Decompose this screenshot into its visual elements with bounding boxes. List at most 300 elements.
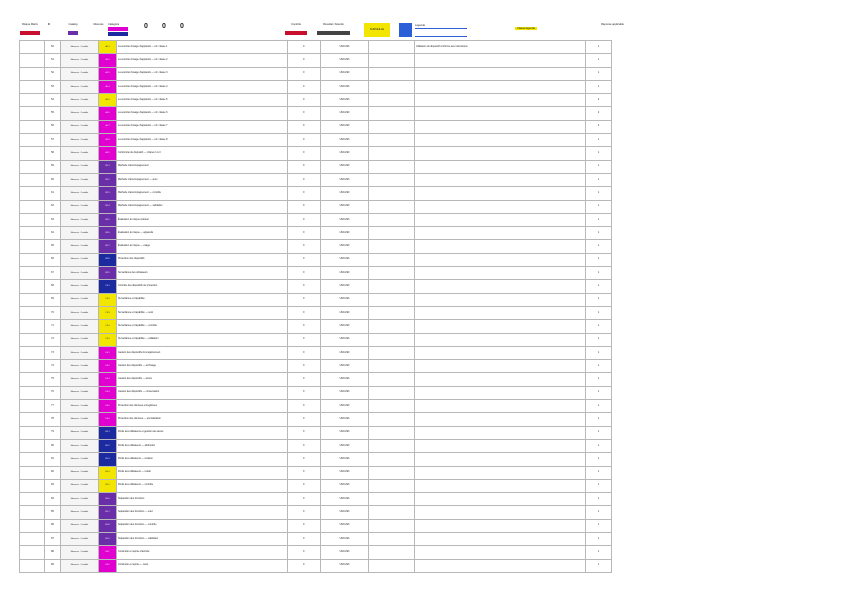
- row-description: La sécurité d'usage d'appareils — réf. classe 1: [117, 41, 288, 54]
- table-row[interactable]: [20, 54, 612, 67]
- row-tag: Menaces · Contrôle: [61, 386, 99, 399]
- row-priority-cell: [20, 80, 45, 93]
- header-desc: [108, 23, 276, 37]
- row-description: Gestion des dispositifs — conservation: [117, 386, 288, 399]
- row-description: Surveillance et traçabilité: [117, 293, 288, 306]
- row-description: Protection des données — journalisation: [117, 413, 288, 426]
- row-response: 1: [586, 173, 612, 186]
- header-c: [364, 23, 390, 37]
- row-tag: Menaces · Contrôle: [61, 267, 99, 280]
- row-tag: Menaces · Contrôle: [61, 320, 99, 333]
- row-response: 1: [586, 41, 612, 54]
- row-result: UNCLSD: [321, 147, 369, 160]
- row-result: UNCLSD: [321, 67, 369, 80]
- row-control: F: [288, 506, 321, 519]
- row-id: 84: [45, 493, 61, 506]
- row-control: F: [288, 453, 321, 466]
- row-description: Continuité et reprise d'activité: [117, 546, 288, 559]
- row-control: F: [288, 227, 321, 240]
- row-description: Évaluation du risque — usage: [117, 240, 288, 253]
- table-row[interactable]: [20, 360, 612, 373]
- table-row[interactable]: [20, 453, 612, 466]
- row-result: UNCLSD: [321, 107, 369, 120]
- table-row[interactable]: [20, 559, 612, 572]
- row-id: 77: [45, 400, 61, 413]
- row-response: 1: [586, 147, 612, 160]
- row-tag: Menaces · Contrôle: [61, 493, 99, 506]
- row-priority-cell: [20, 160, 45, 173]
- row-description: Contrôle des dispositifs de protection: [117, 280, 288, 293]
- row-control: F: [288, 400, 321, 413]
- row-description: Droits des utilisateurs — révision: [117, 453, 288, 466]
- table-row[interactable]: [20, 400, 612, 413]
- row-description: Surveillance et traçabilité — contrôle: [117, 320, 288, 333]
- table-row[interactable]: [20, 519, 612, 532]
- legend-lines: [415, 28, 467, 37]
- row-tag: Menaces · Contrôle: [61, 559, 99, 572]
- row-control: F: [288, 532, 321, 545]
- row-monitor: [369, 120, 415, 133]
- row-id: 72: [45, 333, 61, 346]
- row-note: [415, 280, 586, 293]
- row-monitor: [369, 240, 415, 253]
- table-row[interactable]: [20, 493, 612, 506]
- row-control: F: [288, 426, 321, 439]
- row-control: F: [288, 147, 321, 160]
- row-control: F: [288, 107, 321, 120]
- row-result: UNCLSD: [321, 532, 369, 545]
- legend-label: Légende: [415, 24, 426, 27]
- row-description: La sécurité d'usage d'appareils — réf. classe 6: [117, 107, 288, 120]
- table-row[interactable]: [20, 120, 612, 133]
- row-id: 86: [45, 519, 61, 532]
- row-priority-cell: [20, 173, 45, 186]
- row-note: [415, 67, 586, 80]
- row-result: UNCLSD: [321, 120, 369, 133]
- row-priority-cell: [20, 532, 45, 545]
- row-result: UNCLSD: [321, 400, 369, 413]
- row-id: 83: [45, 479, 61, 492]
- table-row[interactable]: [20, 386, 612, 399]
- row-id: 74: [45, 360, 61, 373]
- row-response: 1: [586, 346, 612, 359]
- row-note: [415, 240, 586, 253]
- row-tag: Menaces · Contrôle: [61, 107, 99, 120]
- row-monitor: [369, 173, 415, 186]
- row-id: 78: [45, 413, 61, 426]
- row-tag: Menaces · Contrôle: [61, 306, 99, 319]
- table-row[interactable]: [20, 280, 612, 293]
- row-control: F: [288, 373, 321, 386]
- row-monitor: [369, 559, 415, 572]
- row-priority-cell: [20, 280, 45, 293]
- row-id: 76: [45, 386, 61, 399]
- row-note: [415, 120, 586, 133]
- row-response: 1: [586, 519, 612, 532]
- row-code: A1.9: [99, 147, 117, 160]
- row-code: A1.3: [99, 67, 117, 80]
- row-priority-cell: [20, 426, 45, 439]
- table-row[interactable]: [20, 293, 612, 306]
- row-code: E5.8: [99, 519, 117, 532]
- row-id: 50: [45, 41, 61, 54]
- row-description: La sécurité d'usage d'appareils — réf. classe 3: [117, 67, 288, 80]
- row-note: [415, 187, 586, 200]
- table-row[interactable]: [20, 253, 612, 266]
- row-code: D4.5: [99, 400, 117, 413]
- row-description: Conformité du dispositif — critères 1 à 3: [117, 147, 288, 160]
- row-note: [415, 493, 586, 506]
- table-row[interactable]: [20, 320, 612, 333]
- row-tag: Menaces · Contrôle: [61, 426, 99, 439]
- row-priority-cell: [20, 346, 45, 359]
- row-tag: Menaces · Contrôle: [61, 134, 99, 147]
- row-result: UNCLSD: [321, 506, 369, 519]
- row-control: F: [288, 67, 321, 80]
- header-note: [399, 23, 567, 37]
- row-description: Droits des utilisateurs — retrait: [117, 466, 288, 479]
- row-result: UNCLSD: [321, 253, 369, 266]
- row-monitor: [369, 386, 415, 399]
- row-response: 1: [586, 306, 612, 319]
- row-priority-cell: [20, 546, 45, 559]
- row-code: E5.5: [99, 479, 117, 492]
- table-row[interactable]: [20, 466, 612, 479]
- row-result: UNCLSD: [321, 187, 369, 200]
- row-monitor: [369, 453, 415, 466]
- row-priority-cell: [20, 134, 45, 147]
- row-code: A1.8: [99, 134, 117, 147]
- row-result: UNCLSD: [321, 386, 369, 399]
- row-id: 80: [45, 439, 61, 452]
- row-note: [415, 413, 586, 426]
- row-code: B2.2: [99, 173, 117, 186]
- table-row[interactable]: [20, 373, 612, 386]
- row-result: UNCLSD: [321, 134, 369, 147]
- row-note: [415, 173, 586, 186]
- row-note: [415, 54, 586, 67]
- row-priority-cell: [20, 519, 45, 532]
- row-priority-cell: [20, 493, 45, 506]
- row-priority-cell: [20, 187, 45, 200]
- table-row[interactable]: [20, 532, 612, 545]
- row-description: Évaluation du risque résiduel: [117, 213, 288, 226]
- row-monitor: [369, 227, 415, 240]
- table-row[interactable]: [20, 506, 612, 519]
- row-result: UNCLSD: [321, 493, 369, 506]
- row-description: Gestion des dispositifs — archivage: [117, 360, 288, 373]
- row-id: 64: [45, 227, 61, 240]
- row-note: [415, 439, 586, 452]
- table-row[interactable]: [20, 546, 612, 559]
- row-control: F: [288, 80, 321, 93]
- row-tag: Menaces · Contrôle: [61, 466, 99, 479]
- row-monitor: [369, 346, 415, 359]
- row-monitor: [369, 479, 415, 492]
- table-row[interactable]: [20, 67, 612, 80]
- row-monitor: [369, 373, 415, 386]
- row-code: E5.9: [99, 532, 117, 545]
- row-note: [415, 213, 586, 226]
- row-id: 60: [45, 173, 61, 186]
- table-row[interactable]: [20, 426, 612, 439]
- tag-swatch: [68, 31, 78, 35]
- table-row[interactable]: [20, 413, 612, 426]
- row-tag: Menaces · Contrôle: [61, 373, 99, 386]
- table-row[interactable]: [20, 346, 612, 359]
- priority-swatch: [20, 31, 40, 35]
- row-priority-cell: [20, 94, 45, 107]
- row-priority-cell: [20, 267, 45, 280]
- row-code: D4.6: [99, 413, 117, 426]
- row-code: F6.2: [99, 559, 117, 572]
- row-priority-cell: [20, 120, 45, 133]
- row-response: 1: [586, 373, 612, 386]
- row-priority-cell: [20, 147, 45, 160]
- row-tag: Menaces · Contrôle: [61, 67, 99, 80]
- row-priority-cell: [20, 400, 45, 413]
- row-monitor: [369, 466, 415, 479]
- row-monitor: [369, 333, 415, 346]
- row-result: UNCLSD: [321, 559, 369, 572]
- row-id: 55: [45, 107, 61, 120]
- row-monitor: [369, 147, 415, 160]
- row-code: E5.6: [99, 493, 117, 506]
- row-note: [415, 373, 586, 386]
- row-description: Séparation des fonctions: [117, 493, 288, 506]
- row-priority-cell: [20, 320, 45, 333]
- row-priority-cell: [20, 466, 45, 479]
- row-control: F: [288, 253, 321, 266]
- row-description: Gestion des dispositifs — accès: [117, 373, 288, 386]
- row-monitor: [369, 253, 415, 266]
- row-id: 87: [45, 532, 61, 545]
- b-swatch: [317, 31, 350, 35]
- row-description: Droits des utilisateurs — attribution: [117, 439, 288, 452]
- header-c-label: SURVEILLE: [369, 28, 385, 31]
- row-control: F: [288, 439, 321, 452]
- row-result: UNCLSD: [321, 200, 369, 213]
- row-monitor: [369, 400, 415, 413]
- row-note: [415, 320, 586, 333]
- row-id: 53: [45, 80, 61, 93]
- row-result: UNCLSD: [321, 479, 369, 492]
- row-code: B2.6: [99, 227, 117, 240]
- row-note: [415, 333, 586, 346]
- row-result: UNCLSD: [321, 227, 369, 240]
- row-tag: Menaces · Contrôle: [61, 479, 99, 492]
- row-response: 1: [586, 453, 612, 466]
- row-code: B2.8: [99, 253, 117, 266]
- row-result: UNCLSD: [321, 293, 369, 306]
- row-id: 68: [45, 280, 61, 293]
- row-note: [415, 200, 586, 213]
- row-priority-cell: [20, 506, 45, 519]
- row-monitor: [369, 267, 415, 280]
- table-row[interactable]: [20, 333, 612, 346]
- table-row[interactable]: [20, 227, 612, 240]
- row-tag: Menaces · Contrôle: [61, 54, 99, 67]
- desc-swatch-magenta: [108, 27, 128, 31]
- row-note: Utilisation du dispositif conforme aux instructions: [415, 41, 586, 54]
- row-monitor: [369, 306, 415, 319]
- row-code: E5.7: [99, 506, 117, 519]
- row-result: UNCLSD: [321, 373, 369, 386]
- row-monitor: [369, 134, 415, 147]
- row-tag: Menaces · Contrôle: [61, 187, 99, 200]
- table-row[interactable]: [20, 160, 612, 173]
- row-description: Surveillance et traçabilité — validation: [117, 333, 288, 346]
- table-row[interactable]: [20, 80, 612, 93]
- row-monitor: [369, 506, 415, 519]
- row-id: 70: [45, 306, 61, 319]
- row-control: F: [288, 320, 321, 333]
- row-result: UNCLSD: [321, 213, 369, 226]
- row-id: 58: [45, 147, 61, 160]
- row-response: 1: [586, 213, 612, 226]
- header-priority-label: Risque Matrix: [22, 23, 38, 26]
- row-response: 1: [586, 546, 612, 559]
- row-description: Gestion des dispositifs d'enregistrement: [117, 346, 288, 359]
- table-row[interactable]: [20, 200, 612, 213]
- row-tag: Menaces · Contrôle: [61, 80, 99, 93]
- row-tag: Menaces · Contrôle: [61, 213, 99, 226]
- table-row[interactable]: [20, 240, 612, 253]
- row-id: 79: [45, 426, 61, 439]
- header-hex: Mesures: [93, 23, 104, 26]
- row-note: [415, 267, 586, 280]
- row-note: [415, 426, 586, 439]
- table-row[interactable]: [20, 306, 612, 319]
- row-monitor: [369, 519, 415, 532]
- row-priority-cell: [20, 360, 45, 373]
- table-row[interactable]: [20, 147, 612, 160]
- table-row[interactable]: [20, 267, 612, 280]
- row-monitor: [369, 41, 415, 54]
- row-id: 71: [45, 320, 61, 333]
- row-note: [415, 227, 586, 240]
- row-note: [415, 107, 586, 120]
- row-result: UNCLSD: [321, 426, 369, 439]
- row-result: UNCLSD: [321, 306, 369, 319]
- row-note: [415, 293, 586, 306]
- row-response: 1: [586, 439, 612, 452]
- row-control: F: [288, 134, 321, 147]
- controls-table-body: [20, 41, 612, 573]
- row-control: F: [288, 346, 321, 359]
- row-id: 57: [45, 134, 61, 147]
- row-description: Méthode d'accompagnement — suivi: [117, 173, 288, 186]
- table-row[interactable]: [20, 479, 612, 492]
- row-result: UNCLSD: [321, 80, 369, 93]
- row-code: A1.6: [99, 107, 117, 120]
- row-description: Méthode d'accompagnement — contrôle: [117, 187, 288, 200]
- row-note: [415, 253, 586, 266]
- row-control: F: [288, 41, 321, 54]
- header-last: Réponse applicable: [601, 23, 624, 26]
- row-code: A1.5: [99, 94, 117, 107]
- row-result: UNCLSD: [321, 546, 369, 559]
- table-row[interactable]: [20, 187, 612, 200]
- row-id: 63: [45, 213, 61, 226]
- table-row[interactable]: [20, 439, 612, 452]
- row-response: 1: [586, 386, 612, 399]
- row-note: [415, 466, 586, 479]
- row-result: UNCLSD: [321, 267, 369, 280]
- row-control: F: [288, 160, 321, 173]
- header-a-label: Contrôle: [291, 23, 301, 26]
- row-response: 2: [586, 120, 612, 133]
- row-result: UNCLSD: [321, 346, 369, 359]
- row-priority-cell: [20, 54, 45, 67]
- row-response: 1: [586, 280, 612, 293]
- row-description: Séparation des fonctions — validation: [117, 532, 288, 545]
- row-note: [415, 400, 586, 413]
- row-code: A1.4: [99, 80, 117, 93]
- table-row[interactable]: [20, 213, 612, 226]
- row-tag: Menaces · Contrôle: [61, 506, 99, 519]
- row-response: 1: [586, 293, 612, 306]
- row-priority-cell: [20, 107, 45, 120]
- row-code: E5.1: [99, 426, 117, 439]
- row-description: Surveillance des utilisateurs: [117, 267, 288, 280]
- row-code: B2.5: [99, 213, 117, 226]
- row-description: Surveillance et traçabilité — suivi: [117, 306, 288, 319]
- row-response: 1: [586, 240, 612, 253]
- row-result: UNCLSD: [321, 413, 369, 426]
- row-response: 1: [586, 67, 612, 80]
- table-row[interactable]: [20, 41, 612, 54]
- row-id: 62: [45, 200, 61, 213]
- row-result: UNCLSD: [321, 160, 369, 173]
- row-response: 1: [586, 227, 612, 240]
- row-priority-cell: [20, 413, 45, 426]
- row-id: 69: [45, 293, 61, 306]
- row-description: Méthode d'accompagnement — validation: [117, 200, 288, 213]
- row-id: 54: [45, 94, 61, 107]
- row-priority-cell: [20, 306, 45, 319]
- row-monitor: [369, 107, 415, 120]
- row-id: 51: [45, 54, 61, 67]
- row-tag: Menaces · Contrôle: [61, 333, 99, 346]
- row-response: 1: [586, 134, 612, 147]
- row-note: [415, 453, 586, 466]
- row-control: F: [288, 466, 321, 479]
- row-response: 1: [586, 493, 612, 506]
- table-row[interactable]: [20, 134, 612, 147]
- row-description: Droits des utilisateurs et gestion des accès: [117, 426, 288, 439]
- row-tag: Menaces · Contrôle: [61, 519, 99, 532]
- row-monitor: [369, 493, 415, 506]
- row-note: [415, 134, 586, 147]
- table-row[interactable]: [20, 173, 612, 186]
- row-priority-cell: [20, 41, 45, 54]
- row-code: B2.7: [99, 240, 117, 253]
- row-priority-cell: [20, 479, 45, 492]
- row-response: 1: [586, 506, 612, 519]
- counter-3: 0: [180, 23, 184, 30]
- table-row[interactable]: [20, 94, 612, 107]
- row-result: UNCLSD: [321, 333, 369, 346]
- row-code: C3.2: [99, 293, 117, 306]
- row-monitor: [369, 426, 415, 439]
- row-monitor: [369, 546, 415, 559]
- row-tag: Menaces · Contrôle: [61, 41, 99, 54]
- row-tag: Menaces · Contrôle: [61, 346, 99, 359]
- row-response: 1: [586, 400, 612, 413]
- table-row[interactable]: [20, 107, 612, 120]
- row-result: UNCLSD: [321, 439, 369, 452]
